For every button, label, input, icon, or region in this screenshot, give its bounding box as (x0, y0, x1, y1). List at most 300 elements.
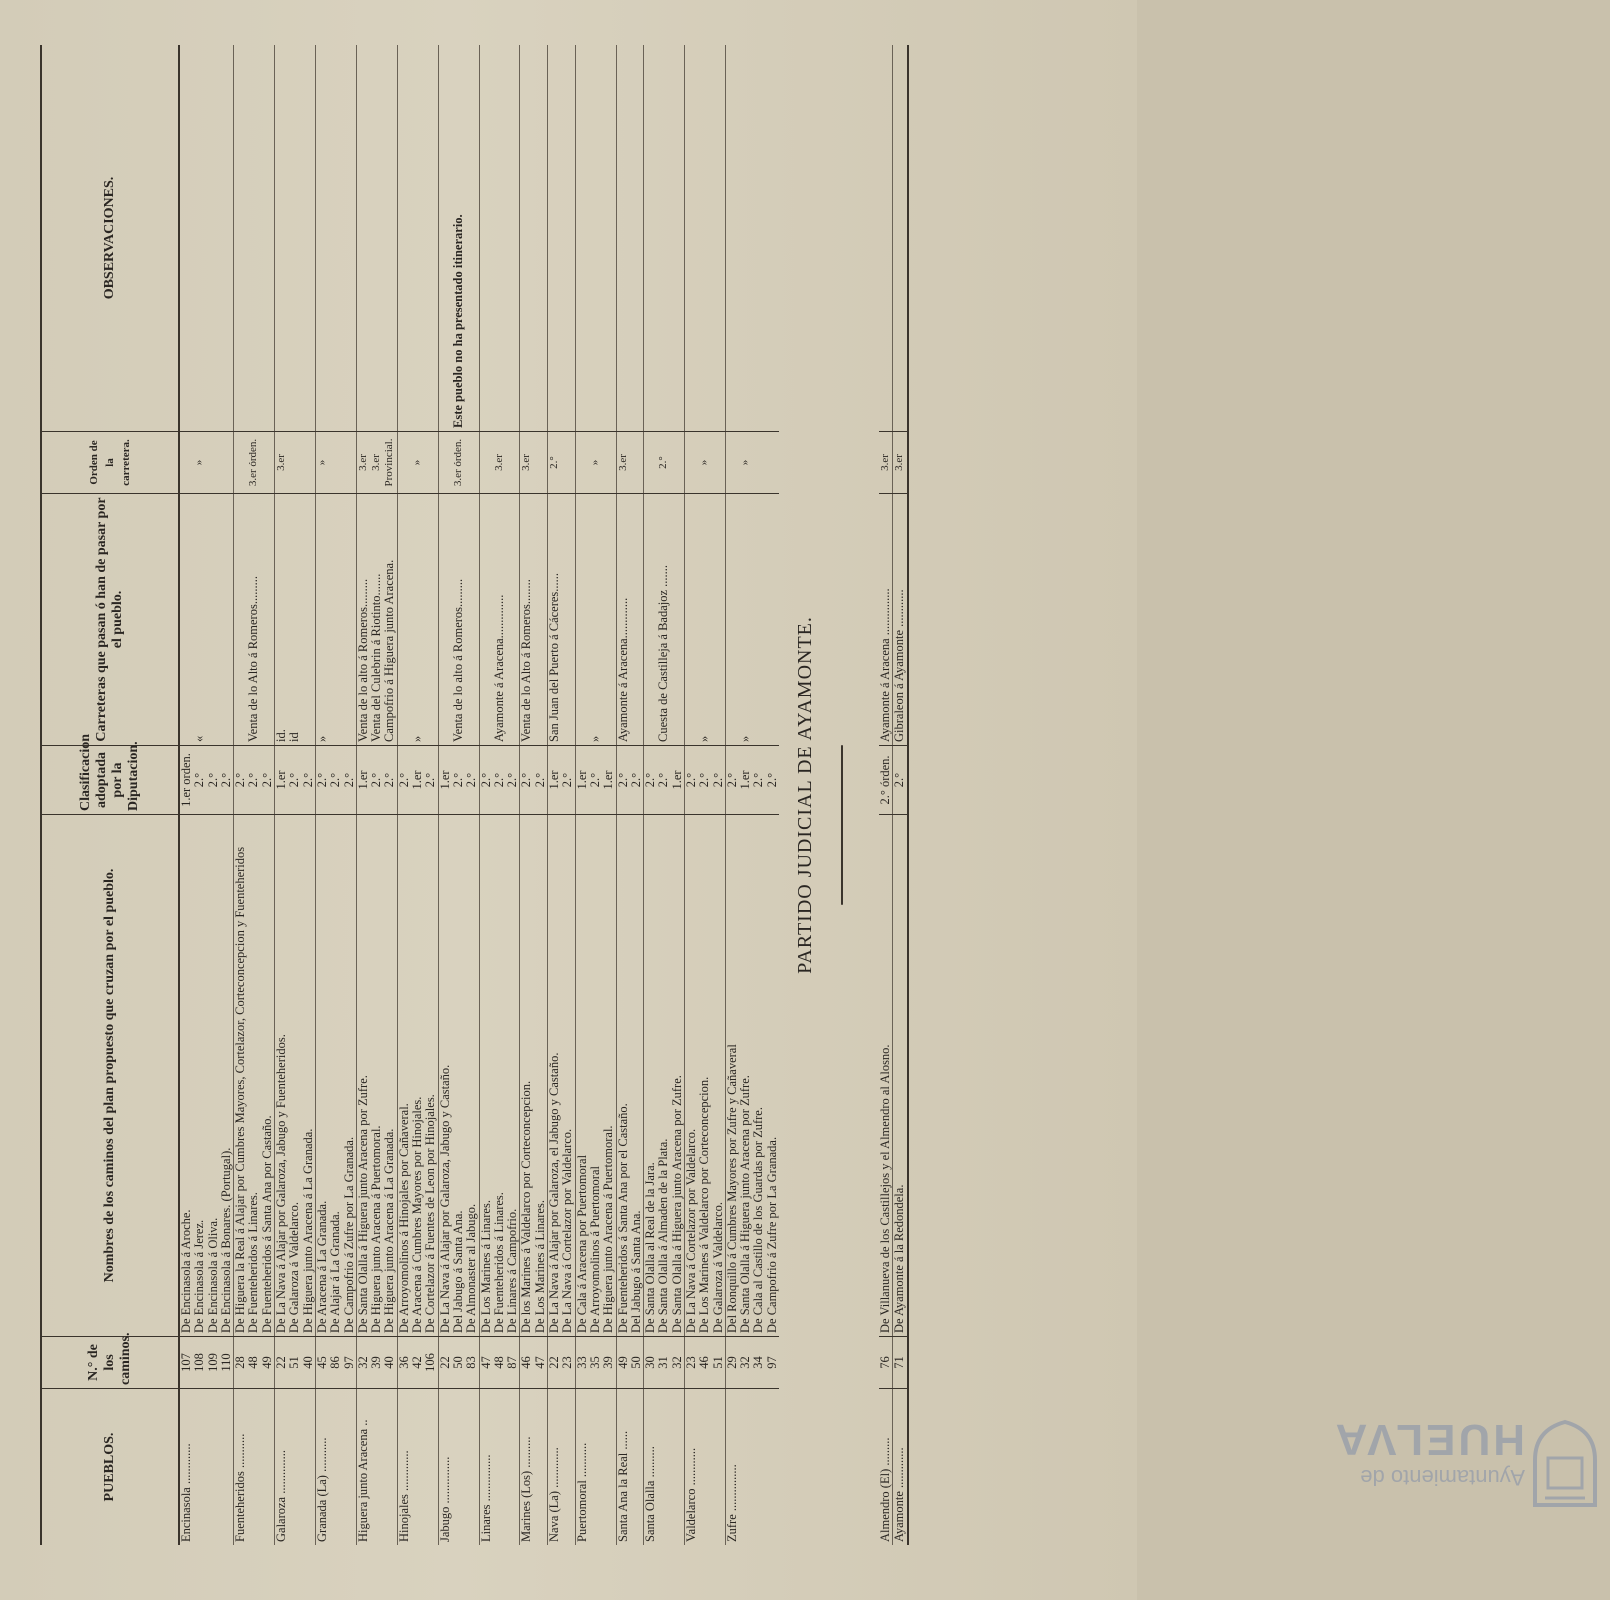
observation-cell (506, 45, 520, 432)
order-cell (397, 432, 411, 494)
road-name-cell: De Cala al Castillo de los Guardas por Zufre. (752, 815, 765, 1337)
highway-cell (725, 494, 739, 746)
observation-cell (438, 45, 452, 432)
road-name-cell: De Fuenteheridos á Santa Ana por Castaño. (261, 815, 275, 1337)
highway-cell (534, 494, 548, 746)
town-cell (261, 1389, 275, 1546)
classification-cell: 2.° (383, 746, 397, 815)
road-name-cell: De La Nava á Alajar por Galaroza, el Jabugo y Castaño. (548, 815, 562, 1337)
observation-cell (193, 45, 206, 432)
number-cell: 48 (247, 1337, 260, 1389)
observation-cell (493, 45, 506, 432)
table-body-aracena (179, 45, 779, 1545)
classification-cell: 1.er (548, 746, 562, 815)
order-cell: 3.er (356, 432, 370, 494)
observation-cell (534, 45, 548, 432)
table-row (657, 45, 670, 1545)
highway-cell: » (589, 494, 602, 746)
observation-cell (561, 45, 575, 432)
classification-cell: 2.° (220, 746, 234, 815)
highway-cell (712, 494, 726, 746)
town-cell: Santa Olalla .......... (644, 1389, 658, 1546)
town-cell (452, 1389, 465, 1546)
classification-cell: 1.er (438, 746, 452, 815)
number-cell: 29 (725, 1337, 739, 1389)
number-cell: 40 (302, 1337, 316, 1389)
observation-cell (893, 45, 908, 432)
observation-cell (879, 45, 893, 432)
town-cell: Santa Ana la Real ...... (616, 1389, 630, 1546)
header-orden: Orden de la carretera. (41, 432, 179, 494)
highway-cell: Campofrio á Higuera junto Aracena. (383, 494, 397, 746)
table-body-ayamonte (879, 45, 908, 1545)
town-cell (329, 1389, 342, 1546)
highway-cell (575, 494, 589, 746)
classification-cell: 2.° (288, 746, 301, 815)
table-row (193, 45, 206, 1545)
observation-cell (247, 45, 260, 432)
table-row (671, 45, 685, 1545)
road-name-cell: De Fuenteheridos á Linares. (247, 815, 260, 1337)
highway-cell (644, 494, 658, 746)
number-cell: 42 (411, 1337, 424, 1389)
table-row (644, 45, 658, 1545)
header-carreteras: Carreteras que pasan ó han de pasar por el pueblo. (41, 494, 179, 746)
order-cell: 3.er (893, 432, 908, 494)
road-name-cell: De Santa Olalla á Higuera junto Aracena por Zufre. (356, 815, 370, 1337)
classification-cell: 1.er orden. (179, 746, 193, 815)
town-cell: Higuera junto Aracena .. (356, 1389, 370, 1546)
town-cell (220, 1389, 234, 1546)
highway-cell: » (411, 494, 424, 746)
observation-cell (479, 45, 493, 432)
table-row (493, 45, 506, 1545)
observation-cell (397, 45, 411, 432)
town-cell (712, 1389, 726, 1546)
number-cell: 30 (644, 1337, 658, 1389)
order-cell (630, 432, 644, 494)
classification-cell: 2.° (234, 746, 248, 815)
town-cell: Ayamonte ............. (893, 1389, 908, 1546)
order-cell (561, 432, 575, 494)
highway-cell (561, 494, 575, 746)
observation-cell (465, 45, 479, 432)
number-cell: 45 (315, 1337, 329, 1389)
number-cell: 97 (343, 1337, 357, 1389)
header-pueblos: PUEBLOS. (41, 1389, 179, 1546)
order-cell (220, 432, 234, 494)
classification-cell: 2.° (534, 746, 548, 815)
table-row (698, 45, 711, 1545)
highway-cell (506, 494, 520, 746)
table-row (179, 45, 193, 1545)
coat-of-arms-icon (1530, 1420, 1600, 1510)
number-cell: 22 (275, 1337, 289, 1389)
observation-cell (671, 45, 685, 432)
observation-cell (575, 45, 589, 432)
table-row (315, 45, 329, 1545)
number-cell: 97 (766, 1337, 779, 1389)
table-row (370, 45, 383, 1545)
town-cell (247, 1389, 260, 1546)
table-row (479, 45, 493, 1545)
table-row (302, 45, 316, 1545)
header-nombres: Nombres de los caminos del plan propuesto que cruzan por el pueblo. (41, 815, 179, 1337)
road-name-cell: De Santa Olalla á Higuera junto Aracena por Zufre. (739, 815, 752, 1337)
number-cell: 46 (520, 1337, 534, 1389)
table-row (343, 45, 357, 1545)
highway-cell (179, 494, 193, 746)
table-row (383, 45, 397, 1545)
order-cell (465, 432, 479, 494)
road-name-cell: Del Ronquillo á Cumbres Mayores por Zufre y Cañaveral (725, 815, 739, 1337)
road-name-cell: De Cala á Aracena por Puertomoral (575, 815, 589, 1337)
number-cell: 22 (548, 1337, 562, 1389)
number-cell: 32 (356, 1337, 370, 1389)
road-name-cell: De Encinasola á Oliva. (207, 815, 220, 1337)
table-row (602, 45, 616, 1545)
highway-cell (343, 494, 357, 746)
highway-cell: » (698, 494, 711, 746)
town-cell (739, 1389, 752, 1546)
table-row (616, 45, 630, 1545)
number-cell: 23 (561, 1337, 575, 1389)
order-cell (479, 432, 493, 494)
road-name-cell: De Linares á Campofrio. (506, 815, 520, 1337)
order-cell: 3.er (370, 432, 383, 494)
table-row (752, 45, 765, 1545)
observation-cell (329, 45, 342, 432)
highway-cell (261, 494, 275, 746)
number-cell: 36 (397, 1337, 411, 1389)
classification-cell: 2.° (247, 746, 260, 815)
observation-cell (288, 45, 301, 432)
highway-cell (630, 494, 644, 746)
watermark-small-text: Ayuntamiento de (1360, 1465, 1525, 1490)
classification-cell: 2.° (465, 746, 479, 815)
order-cell (644, 432, 658, 494)
town-cell (411, 1389, 424, 1546)
road-name-cell: De Campofrio á Zufre por La Granada. (343, 815, 357, 1337)
observation-cell (602, 45, 616, 432)
town-cell (698, 1389, 711, 1546)
highway-cell (207, 494, 220, 746)
road-name-cell: De Los Marines á Linares. (534, 815, 548, 1337)
order-cell: 3.er órden. (247, 432, 260, 494)
classification-cell: 2.° (343, 746, 357, 815)
number-cell: 109 (207, 1337, 220, 1389)
order-cell: » (411, 432, 424, 494)
number-cell: 32 (671, 1337, 685, 1389)
table-row (411, 45, 424, 1545)
number-cell: 51 (712, 1337, 726, 1389)
number-cell: 108 (193, 1337, 206, 1389)
classification-cell: 1.er (671, 746, 685, 815)
number-cell: 31 (657, 1337, 670, 1389)
town-cell (288, 1389, 301, 1546)
town-cell (193, 1389, 206, 1546)
table-header-row (41, 45, 179, 1545)
number-cell: 51 (288, 1337, 301, 1389)
header-num: N.° de los caminos. (41, 1337, 179, 1389)
order-cell (671, 432, 685, 494)
classification-cell: 2.° (630, 746, 644, 815)
classification-cell: 1.er (411, 746, 424, 815)
table-row (739, 45, 752, 1545)
observation-cell (424, 45, 438, 432)
observation-cell (370, 45, 383, 432)
town-cell: Jabugo ............... (438, 1389, 452, 1546)
road-name-cell: Del Jabugo á Santa Ana. (630, 815, 644, 1337)
highway-cell (752, 494, 765, 746)
number-cell: 32 (739, 1337, 752, 1389)
number-cell: 28 (234, 1337, 248, 1389)
road-name-cell: De La Nava á Alajar por Galaroza, Jabugo y Fuenteheridos. (275, 815, 289, 1337)
observation-cell (589, 45, 602, 432)
road-name-cell: De Higuera junto Aracena á Puertomoral. (602, 815, 616, 1337)
town-cell (671, 1389, 685, 1546)
observation-cell (234, 45, 248, 432)
observation-cell: Este pueblo no ha presentado itinerario. (450, 214, 465, 428)
town-cell: Hinojales ............. (397, 1389, 411, 1546)
order-cell: 3.er (616, 432, 630, 494)
road-name-cell: De Encinasola á Aroche. (179, 815, 193, 1337)
town-cell (465, 1389, 479, 1546)
highway-cell: Venta de lo alto á Romeros......... (452, 494, 465, 746)
observation-cell (220, 45, 234, 432)
highway-cell: » (739, 494, 752, 746)
order-cell (766, 432, 779, 494)
partido-separator (779, 45, 879, 1545)
order-cell: 2.° (657, 432, 670, 494)
highway-cell: Ayamonte á Aracena.............. (493, 494, 506, 746)
classification-cell: 2.° (766, 746, 779, 815)
roads-table (40, 45, 909, 1545)
classification-cell: 2.° (698, 746, 711, 815)
highway-cell: Venta de lo alto á Romeros......... (356, 494, 370, 746)
number-cell: 39 (602, 1337, 616, 1389)
table-row (712, 45, 726, 1545)
highway-cell (424, 494, 438, 746)
table-row (452, 45, 465, 1545)
ornamental-rule (841, 745, 843, 905)
classification-cell: 2.° (207, 746, 220, 815)
order-cell: 3.er (493, 432, 506, 494)
highway-cell (671, 494, 685, 746)
number-cell: 106 (424, 1337, 438, 1389)
order-cell (438, 432, 452, 494)
town-cell (630, 1389, 644, 1546)
observation-cell (712, 45, 726, 432)
town-cell (534, 1389, 548, 1546)
highway-cell: Gibraleon á Ayamonte ............ (893, 494, 908, 746)
town-cell: Marines (Los) .......... (520, 1389, 534, 1546)
table-row (589, 45, 602, 1545)
observation-cell (657, 45, 670, 432)
table-row (879, 45, 893, 1545)
town-cell: Zufre ............... (725, 1389, 739, 1546)
road-name-cell: De Almonaster al Jabugo. (465, 815, 479, 1337)
table-row (438, 45, 452, 1545)
road-name-cell: De Encinasola á Jerez. (193, 815, 206, 1337)
order-cell: » (589, 432, 602, 494)
table-row (234, 45, 248, 1545)
classification-cell: 2.° (424, 746, 438, 815)
order-cell: 3.er (275, 432, 289, 494)
town-cell (383, 1389, 397, 1546)
table-row (288, 45, 301, 1545)
header-observaciones: OBSERVACIONES. (41, 45, 179, 432)
observation-cell (630, 45, 644, 432)
town-cell: Encinasola ............. (179, 1389, 193, 1546)
number-cell: 22 (438, 1337, 452, 1389)
order-cell (684, 432, 698, 494)
observation-cell (343, 45, 357, 432)
table-row (534, 45, 548, 1545)
order-cell: 3.er órden. (452, 432, 465, 494)
highway-cell: id (288, 494, 301, 746)
road-name-cell: De Alajar á La Granada. (329, 815, 342, 1337)
observation-cell (207, 45, 220, 432)
watermark (1332, 1350, 1610, 1550)
observation-cell (179, 45, 193, 432)
observation-cell (275, 45, 289, 432)
order-cell: Provincial. (383, 432, 397, 494)
number-cell: 39 (370, 1337, 383, 1389)
road-name-cell: De Aracena á La Granada. (315, 815, 329, 1337)
highway-cell: « (193, 494, 206, 746)
observation-cell (766, 45, 779, 432)
order-cell (302, 432, 316, 494)
classification-cell: 2.° (644, 746, 658, 815)
table-row (329, 45, 342, 1545)
number-cell: 49 (261, 1337, 275, 1389)
observation-cell (725, 45, 739, 432)
road-name-cell: De los Marines á Valdelarco por Corteconcepcion. (520, 815, 534, 1337)
town-cell (752, 1389, 765, 1546)
observation-cell (383, 45, 397, 432)
observation-cell (302, 45, 316, 432)
number-cell: 34 (752, 1337, 765, 1389)
road-name-cell: De Fuenteheridos á Linares. (493, 815, 506, 1337)
header-clasificacion: Clasificacion adoptada por la Diputacion. (41, 746, 179, 815)
table-row (630, 45, 644, 1545)
number-cell: 86 (329, 1337, 342, 1389)
order-cell (534, 432, 548, 494)
highway-cell (234, 494, 248, 746)
table-row (275, 45, 289, 1545)
classification-cell: 2.° (397, 746, 411, 815)
road-name-cell: De Santa Olalla al Real de la Jara. (644, 815, 658, 1337)
number-cell: 46 (698, 1337, 711, 1389)
order-cell (752, 432, 765, 494)
watermark-big-text: HUELVA (1332, 1415, 1525, 1464)
road-name-cell: De La Nava á Alajar por Galaroza, Jabugo y Castaño. (438, 815, 452, 1337)
classification-cell: 2.° (684, 746, 698, 815)
road-name-cell: De La Nava á Cortelazor por Valdelarco. (684, 815, 698, 1337)
classification-cell: 2.° (329, 746, 342, 815)
classification-cell: 1.er (575, 746, 589, 815)
road-name-cell: De Cortelazor á Fuentes de Leon por Hinojales. (424, 815, 438, 1337)
observation-cell (684, 45, 698, 432)
highway-cell (479, 494, 493, 746)
classification-cell: 2.° (712, 746, 726, 815)
table-row (561, 45, 575, 1545)
order-cell (725, 432, 739, 494)
town-cell (506, 1389, 520, 1546)
table-row (893, 45, 908, 1545)
road-name-cell: De Encinasola á Bonares. (Portugal). (220, 815, 234, 1337)
order-cell (602, 432, 616, 494)
table-row (548, 45, 562, 1545)
observation-cell (752, 45, 765, 432)
number-cell: 48 (493, 1337, 506, 1389)
classification-cell: 2.° (616, 746, 630, 815)
classification-cell: 2.° (657, 746, 670, 815)
classification-cell: 2.° (725, 746, 739, 815)
road-name-cell: De Aracena á Cumbres Mayores por Hinojales. (411, 815, 424, 1337)
order-cell: » (739, 432, 752, 494)
observation-cell (356, 45, 370, 432)
town-cell (207, 1389, 220, 1546)
order-cell (207, 432, 220, 494)
town-cell: Almendro (El) ......... (879, 1389, 893, 1546)
classification-cell: 2.° (520, 746, 534, 815)
highway-cell (602, 494, 616, 746)
town-cell (493, 1389, 506, 1546)
town-cell (343, 1389, 357, 1546)
table-row (424, 45, 438, 1545)
observation-cell (739, 45, 752, 432)
classification-cell: 2.° (893, 746, 908, 815)
highway-cell (438, 494, 452, 746)
highway-cell (329, 494, 342, 746)
observation-cell (644, 45, 658, 432)
classification-cell: 2.° (193, 746, 206, 815)
road-name-cell: De Higuera junto Aracena á La Granada. (383, 815, 397, 1337)
town-cell: Puertomoral ........... (575, 1389, 589, 1546)
table-row (356, 45, 370, 1545)
number-cell: 47 (479, 1337, 493, 1389)
separator-row (779, 45, 879, 1545)
town-cell: Granada (La) ........... (315, 1389, 329, 1546)
number-cell: 107 (179, 1337, 193, 1389)
observation-cell (616, 45, 630, 432)
road-name-cell: De Los Marines á Linares. (479, 815, 493, 1337)
table-row (506, 45, 520, 1545)
town-cell (370, 1389, 383, 1546)
town-cell: Valdelarco ............ (684, 1389, 698, 1546)
highway-cell: id. (275, 494, 289, 746)
table-row (684, 45, 698, 1545)
classification-cell: 2.° (561, 746, 575, 815)
town-cell: Linares ............... (479, 1389, 493, 1546)
partido-title: PARTIDO JUDICIAL DE AYAMONTE. (794, 616, 817, 974)
number-cell: 50 (630, 1337, 644, 1389)
observation-cell (315, 45, 329, 432)
classification-cell: 2.° (261, 746, 275, 815)
order-cell (179, 432, 193, 494)
town-cell: Galaroza .............. (275, 1389, 289, 1546)
road-name-cell: De Ayamonte á la Redondela. (893, 815, 908, 1337)
order-cell (343, 432, 357, 494)
town-cell: Fuenteheridos ........... (234, 1389, 248, 1546)
observation-cell (698, 45, 711, 432)
road-name-cell: De Santa Olalla á Almaden de la Plata. (657, 815, 670, 1337)
highway-cell: » (315, 494, 329, 746)
order-cell: 3.er (520, 432, 534, 494)
town-cell (657, 1389, 670, 1546)
